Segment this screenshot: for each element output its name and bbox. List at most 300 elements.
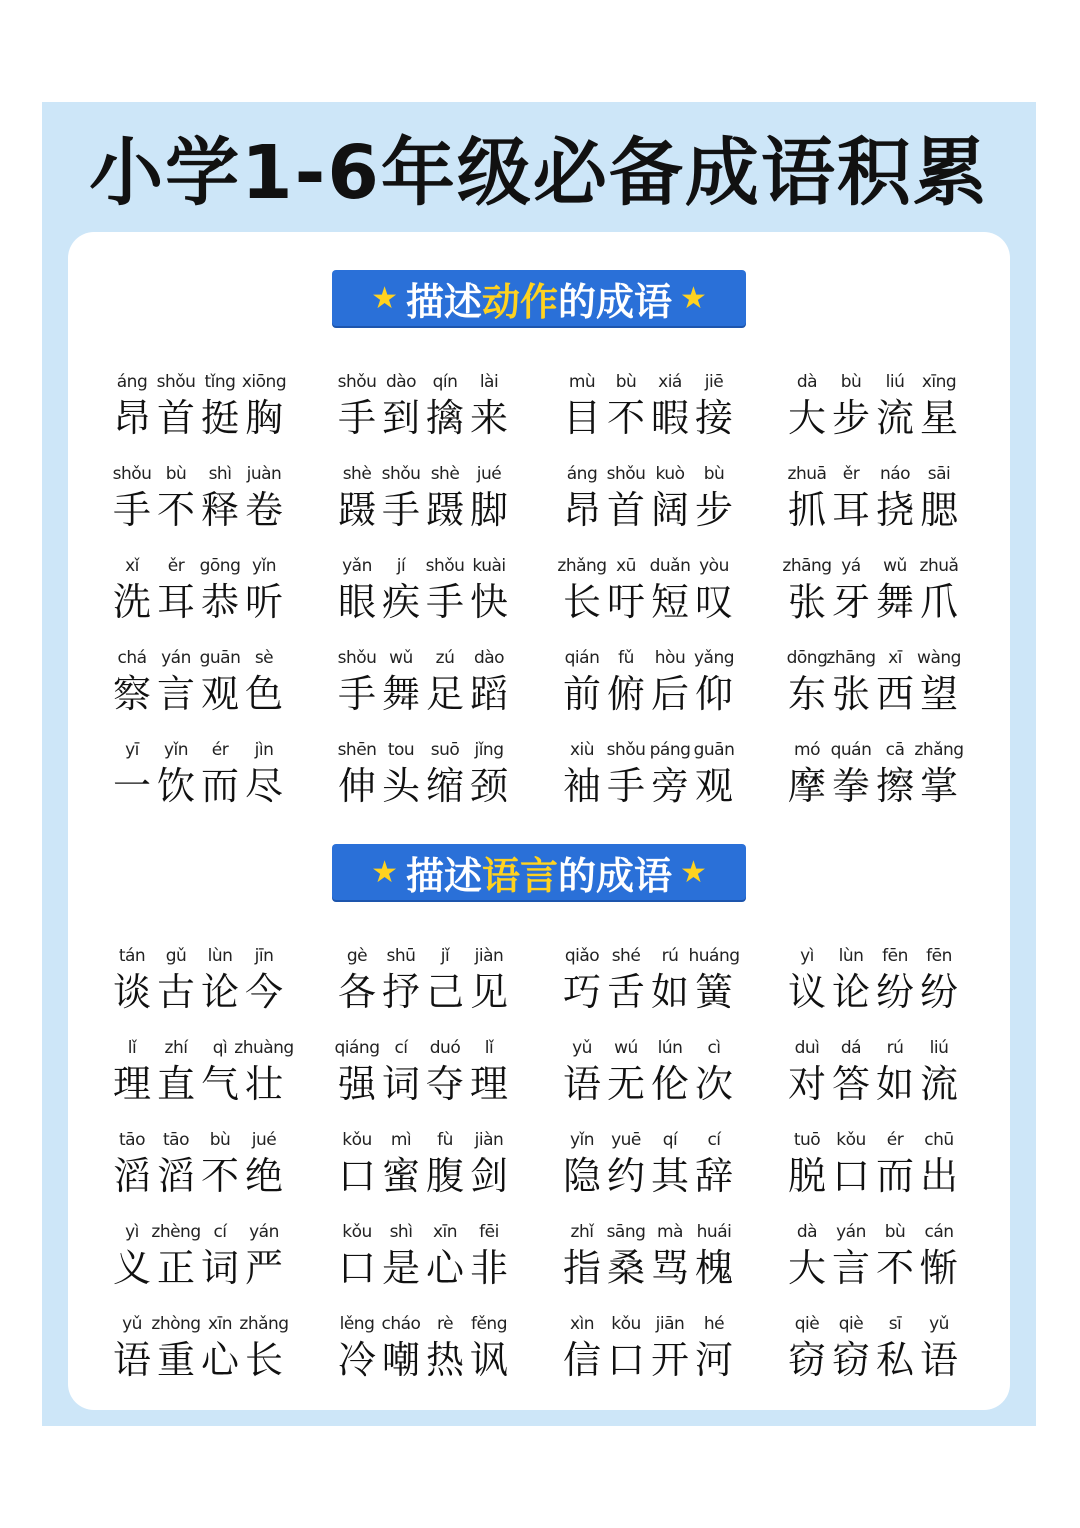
idiom-character: [423, 738, 467, 810]
idiom-item: [785, 1292, 1010, 1384]
idiom-character: [917, 646, 961, 718]
idiom-character: [423, 554, 467, 626]
idiom-character: [873, 554, 917, 626]
hanzi-label: 长: [244, 1338, 283, 1382]
idiom-item: [335, 1016, 560, 1108]
idiom-item: [335, 1292, 560, 1384]
idiom-character: [423, 1128, 467, 1200]
hanzi-label: 谈: [112, 970, 151, 1014]
idiom-character: [560, 1128, 604, 1200]
idiom-character: [604, 462, 648, 534]
pinyin-label: gè: [346, 946, 368, 966]
pinyin-label: páng: [649, 740, 691, 760]
idiom-character: [917, 944, 961, 1016]
pinyin-label: zhí: [164, 1038, 188, 1058]
idiom-character: [917, 1312, 961, 1384]
hanzi-label: 口: [337, 1246, 376, 1290]
pinyin-label: zhǎng: [239, 1314, 289, 1334]
idiom-character: [335, 370, 379, 442]
hanzi-label: 胸: [244, 396, 283, 440]
idiom-character: [692, 1220, 736, 1292]
hanzi-label: 后: [650, 672, 689, 716]
hanzi-label: 头: [381, 764, 420, 808]
pinyin-label: xīng: [921, 372, 957, 392]
idiom-character: [917, 554, 961, 626]
idiom-character: [560, 1036, 604, 1108]
hanzi-label: 口: [606, 1338, 645, 1382]
idiom-character: [151, 1220, 201, 1292]
idiom-item: [110, 350, 335, 442]
idiom-item: [110, 626, 335, 718]
pinyin-label: áng: [116, 372, 148, 392]
pinyin-label: shì: [389, 1222, 413, 1242]
idiom-item: [785, 442, 1010, 534]
hanzi-label: 义: [112, 1246, 151, 1290]
idiom-character: [829, 370, 873, 442]
idiom-character: [198, 738, 242, 810]
pinyin-label: tāo: [119, 1130, 145, 1150]
idiom-character: [467, 738, 511, 810]
hanzi-label: 各: [337, 970, 376, 1014]
idiom-character: [785, 1312, 829, 1384]
pinyin-label: zhòng: [151, 1314, 201, 1334]
pinyin-label: sè: [254, 648, 274, 668]
hanzi-label: 手: [606, 764, 645, 808]
hanzi-label: 壮: [244, 1062, 283, 1106]
idiom-character: [648, 738, 692, 810]
hanzi-label: 其: [650, 1154, 689, 1198]
pinyin-label: shǒu: [381, 464, 421, 484]
idiom-character: [604, 1036, 648, 1108]
pinyin-label: mà: [657, 1222, 683, 1242]
idiom-character: [151, 1312, 201, 1384]
pinyin-label: lùn: [838, 946, 864, 966]
hanzi-label: 察: [112, 672, 151, 716]
hanzi-label: 舌: [606, 970, 645, 1014]
pinyin-label: yǔ: [572, 1038, 592, 1058]
banner-text-post: 的成语: [558, 279, 673, 324]
idiom-character: [560, 462, 604, 534]
idiom-item: [110, 1016, 335, 1108]
banner-text-pre: 描述: [405, 279, 482, 324]
pinyin-label: xīn: [432, 1222, 458, 1242]
idiom-character: [785, 944, 829, 1016]
idiom-character: [335, 462, 379, 534]
pinyin-label: sāng: [606, 1222, 646, 1242]
hanzi-label: 答: [831, 1062, 870, 1106]
hanzi-label: 颈: [469, 764, 508, 808]
hanzi-label: 掌: [919, 764, 958, 808]
pinyin-label: bù: [209, 1130, 231, 1150]
idiom-character: [379, 554, 423, 626]
idiom-item: [785, 718, 1010, 810]
hanzi-label: 而: [200, 764, 239, 808]
idiom-character: [423, 646, 467, 718]
idiom-character: [110, 1220, 154, 1292]
idiom-character: [648, 1036, 692, 1108]
pinyin-label: fù: [437, 1130, 453, 1150]
idiom-item: [785, 1108, 1010, 1200]
hanzi-label: 脱: [787, 1154, 826, 1198]
pinyin-label: cí: [213, 1222, 227, 1242]
pinyin-label: kǒu: [611, 1314, 641, 1334]
hanzi-label: 讽: [469, 1338, 508, 1382]
hanzi-label: 而: [875, 1154, 914, 1198]
pinyin-label: yuē: [611, 1130, 641, 1150]
pinyin-label: bù: [703, 464, 725, 484]
idiom-character: [239, 1312, 289, 1384]
section-banner-speech: [332, 844, 746, 900]
idiom-character: [873, 462, 917, 534]
hanzi-label: 手: [337, 672, 376, 716]
pinyin-label: ěr: [167, 556, 185, 576]
hanzi-label: 到: [381, 396, 420, 440]
idiom-character: [785, 1036, 829, 1108]
pinyin-label: quán: [830, 740, 872, 760]
pinyin-label: zhèng: [151, 1222, 201, 1242]
pinyin-label: náo: [879, 464, 911, 484]
pinyin-label: ér: [886, 1130, 904, 1150]
idiom-character: [782, 554, 832, 626]
hanzi-label: 张: [787, 580, 826, 624]
pinyin-label: yán: [836, 1222, 866, 1242]
pinyin-label: jí: [396, 556, 406, 576]
pinyin-label: shǒu: [606, 740, 646, 760]
idiom-item: [785, 1016, 1010, 1108]
pinyin-label: cí: [394, 1038, 408, 1058]
pinyin-label: yǐn: [251, 556, 277, 576]
idiom-character: [648, 1128, 692, 1200]
idiom-character: [110, 462, 154, 534]
hanzi-label: 接: [694, 396, 733, 440]
banner-text-highlight: 动作: [481, 279, 558, 324]
idiom-character: [692, 1312, 736, 1384]
idiom-character: [785, 462, 829, 534]
pinyin-label: yán: [249, 1222, 279, 1242]
star-icon: ★: [371, 280, 398, 316]
idiom-item: [335, 350, 560, 442]
hanzi-label: 牙: [831, 580, 870, 624]
pinyin-label: jiān: [655, 1314, 685, 1334]
hanzi-label: 次: [694, 1062, 733, 1106]
hanzi-label: 流: [875, 396, 914, 440]
idiom-character: [560, 646, 604, 718]
hanzi-label: 西: [875, 672, 914, 716]
poster-background: [42, 102, 1036, 1426]
idiom-character: [873, 738, 917, 810]
pinyin-label: shì: [208, 464, 232, 484]
idiom-character: [110, 1036, 154, 1108]
idiom-character: [110, 1312, 154, 1384]
pinyin-label: duó: [429, 1038, 461, 1058]
idiom-character: [467, 370, 511, 442]
pinyin-label: yòu: [699, 556, 729, 576]
pinyin-label: dào: [385, 372, 417, 392]
hanzi-label: 步: [831, 396, 870, 440]
idiom-character: [692, 646, 736, 718]
pinyin-label: áng: [566, 464, 598, 484]
idiom-character: [198, 1220, 242, 1292]
pinyin-label: shè: [342, 464, 372, 484]
pinyin-label: ěr: [842, 464, 860, 484]
pinyin-label: fǔ: [618, 648, 634, 668]
idiom-character: [467, 944, 511, 1016]
pinyin-label: bù: [840, 372, 862, 392]
pinyin-label: jiàn: [474, 1130, 504, 1150]
idiom-item: [560, 442, 785, 534]
hanzi-label: 约: [606, 1154, 645, 1198]
pinyin-label: duì: [794, 1038, 820, 1058]
hanzi-label: 阔: [650, 488, 689, 532]
hanzi-label: 袖: [562, 764, 601, 808]
pinyin-label: yán: [161, 648, 191, 668]
hanzi-label: 步: [694, 488, 733, 532]
pinyin-label: qín: [432, 372, 458, 392]
idiom-character: [785, 1220, 829, 1292]
hanzi-label: 滔: [112, 1154, 151, 1198]
pinyin-label: lún: [657, 1038, 683, 1058]
hanzi-label: 桑: [606, 1246, 645, 1290]
idiom-character: [648, 1312, 692, 1384]
idiom-character: [604, 646, 648, 718]
hanzi-label: 抒: [381, 970, 420, 1014]
hanzi-label: 冷: [337, 1338, 376, 1382]
hanzi-label: 绝: [244, 1154, 283, 1198]
pinyin-label: cì: [707, 1038, 721, 1058]
hanzi-label: 语: [562, 1062, 601, 1106]
pinyin-label: chá: [117, 648, 147, 668]
idiom-item: [110, 1108, 335, 1200]
idiom-character: [829, 1036, 873, 1108]
pinyin-label: fēn: [882, 946, 908, 966]
pinyin-label: zhuàng: [234, 1038, 294, 1058]
pinyin-label: chū: [924, 1130, 954, 1150]
hanzi-label: 首: [606, 488, 645, 532]
pinyin-label: shǒu: [337, 648, 377, 668]
hanzi-label: 疾: [381, 580, 420, 624]
pinyin-label: wǔ: [389, 648, 413, 668]
banner-text-highlight: 语言: [481, 853, 558, 898]
pinyin-label: shǒu: [112, 464, 152, 484]
idiom-character: [242, 944, 286, 1016]
hanzi-label: 擒: [425, 396, 464, 440]
hanzi-label: 望: [919, 672, 958, 716]
pinyin-label: qiǎo: [564, 946, 600, 966]
idiom-character: [648, 1220, 692, 1292]
idiom-character: [234, 1036, 294, 1108]
hanzi-label: 仰: [694, 672, 733, 716]
idiom-character: [873, 646, 917, 718]
hanzi-label: 心: [200, 1338, 239, 1382]
hanzi-label: 严: [244, 1246, 283, 1290]
pinyin-label: sī: [888, 1314, 902, 1334]
hanzi-label: 手: [381, 488, 420, 532]
idiom-character: [154, 738, 198, 810]
pinyin-label: duǎn: [649, 556, 691, 576]
idiom-character: [198, 1128, 242, 1200]
idiom-character: [154, 462, 198, 534]
idiom-character: [198, 462, 242, 534]
idiom-character: [198, 646, 242, 718]
hanzi-label: 词: [200, 1246, 239, 1290]
pinyin-label: zhāng: [782, 556, 832, 576]
hanzi-label: 星: [919, 396, 958, 440]
idiom-character: [110, 738, 154, 810]
pinyin-label: xiōng: [241, 372, 287, 392]
pinyin-label: kǒu: [342, 1130, 372, 1150]
hanzi-label: 今: [244, 970, 283, 1014]
pinyin-label: qián: [564, 648, 600, 668]
pinyin-label: hòu: [654, 648, 686, 668]
hanzi-label: 伸: [337, 764, 376, 808]
hanzi-label: 观: [694, 764, 733, 808]
idiom-item: [335, 718, 560, 810]
pinyin-label: dà: [796, 372, 818, 392]
idiom-character: [198, 1312, 242, 1384]
hanzi-label: 不: [200, 1154, 239, 1198]
idiom-character: [379, 1312, 423, 1384]
hanzi-label: 论: [200, 970, 239, 1014]
idiom-character: [604, 944, 648, 1016]
pinyin-label: shēn: [337, 740, 377, 760]
pinyin-label: gōng: [199, 556, 241, 576]
star-icon: ★: [680, 280, 707, 316]
idiom-character: [379, 646, 423, 718]
hanzi-label: 骂: [650, 1246, 689, 1290]
hanzi-label: 挺: [200, 396, 239, 440]
hanzi-label: 强: [337, 1062, 376, 1106]
idiom-character: [423, 1220, 467, 1292]
idiom-character: [242, 1128, 286, 1200]
idiom-character: [560, 944, 604, 1016]
idiom-character: [560, 1220, 604, 1292]
hanzi-label: 理: [112, 1062, 151, 1106]
idiom-character: [829, 944, 873, 1016]
pinyin-label: gǔ: [165, 946, 187, 966]
idiom-character: [829, 554, 873, 626]
pinyin-label: lǐ: [484, 1038, 494, 1058]
pinyin-label: huái: [696, 1222, 732, 1242]
pinyin-label: wǔ: [883, 556, 907, 576]
idiom-character: [467, 1036, 511, 1108]
idiom-item: [335, 534, 560, 626]
hanzi-label: 首: [156, 396, 195, 440]
pinyin-label: shé: [611, 946, 641, 966]
hanzi-label: 纷: [875, 970, 914, 1014]
hanzi-label: 正: [156, 1246, 195, 1290]
hanzi-label: 流: [919, 1062, 958, 1106]
pinyin-label: jué: [251, 1130, 277, 1150]
pinyin-label: liú: [929, 1038, 949, 1058]
pinyin-label: yǐn: [163, 740, 189, 760]
idiom-character: [829, 462, 873, 534]
pinyin-label: shū: [386, 946, 416, 966]
idiom-character: [335, 554, 379, 626]
pinyin-label: bù: [884, 1222, 906, 1242]
hanzi-label: 热: [425, 1338, 464, 1382]
idiom-character: [154, 944, 198, 1016]
idiom-item: [110, 442, 335, 534]
idiom-character: [604, 554, 648, 626]
pinyin-label: fēi: [479, 1222, 499, 1242]
pinyin-label: yǔ: [929, 1314, 949, 1334]
idiom-character: [917, 462, 961, 534]
idiom-character: [335, 1036, 379, 1108]
pinyin-label: jǐ: [440, 946, 450, 966]
idiom-character: [873, 944, 917, 1016]
hanzi-label: 色: [244, 672, 283, 716]
pinyin-label: fěng: [470, 1314, 507, 1334]
idiom-character: [785, 646, 829, 718]
idiom-item: [110, 718, 335, 810]
idiom-character: [154, 370, 198, 442]
hanzi-label: 拳: [831, 764, 870, 808]
pinyin-label: mó: [794, 740, 820, 760]
idiom-character: [242, 462, 286, 534]
hanzi-label: 私: [875, 1338, 914, 1382]
hanzi-label: 剑: [469, 1154, 508, 1198]
idiom-character: [692, 370, 736, 442]
hanzi-label: 手: [425, 580, 464, 624]
pinyin-label: xiù: [569, 740, 595, 760]
pinyin-label: cā: [885, 740, 905, 760]
pinyin-label: qì: [212, 1038, 228, 1058]
hanzi-label: 昂: [562, 488, 601, 532]
pinyin-label: jìn: [254, 740, 274, 760]
pinyin-label: juàn: [246, 464, 282, 484]
idiom-item: [335, 1200, 560, 1292]
pinyin-label: rè: [436, 1314, 454, 1334]
hanzi-label: 舞: [875, 580, 914, 624]
hanzi-label: 河: [694, 1338, 733, 1382]
pinyin-label: zhuā: [787, 464, 827, 484]
hanzi-label: 耳: [156, 580, 195, 624]
idiom-character: [379, 738, 423, 810]
hanzi-label: 理: [469, 1062, 508, 1106]
idiom-character: [467, 1128, 511, 1200]
idiom-character: [917, 1036, 961, 1108]
pinyin-label: zhǐ: [570, 1222, 594, 1242]
hanzi-label: 来: [469, 396, 508, 440]
hanzi-label: 窃: [831, 1338, 870, 1382]
hanzi-label: 议: [787, 970, 826, 1014]
idiom-character: [829, 738, 873, 810]
idiom-character: [423, 944, 467, 1016]
hanzi-label: 蹑: [337, 488, 376, 532]
hanzi-label: 巧: [562, 970, 601, 1014]
idiom-character: [154, 554, 198, 626]
hanzi-label: 词: [381, 1062, 420, 1106]
hanzi-label: 旁: [650, 764, 689, 808]
idiom-character: [198, 370, 242, 442]
idiom-item: [560, 1016, 785, 1108]
pinyin-label: suō: [430, 740, 460, 760]
hanzi-label: 簧: [694, 970, 733, 1014]
pinyin-label: tǐng: [204, 372, 236, 392]
idiom-character: [829, 1312, 873, 1384]
idiom-character: [692, 462, 736, 534]
pinyin-label: qí: [662, 1130, 678, 1150]
hanzi-label: 槐: [694, 1246, 733, 1290]
idiom-character: [604, 370, 648, 442]
hanzi-label: 言: [831, 1246, 870, 1290]
hanzi-label: 如: [875, 1062, 914, 1106]
idiom-character: [467, 1220, 511, 1292]
idiom-character: [467, 646, 511, 718]
star-icon: ★: [371, 854, 398, 890]
hanzi-label: 俯: [606, 672, 645, 716]
pinyin-label: guān: [199, 648, 241, 668]
